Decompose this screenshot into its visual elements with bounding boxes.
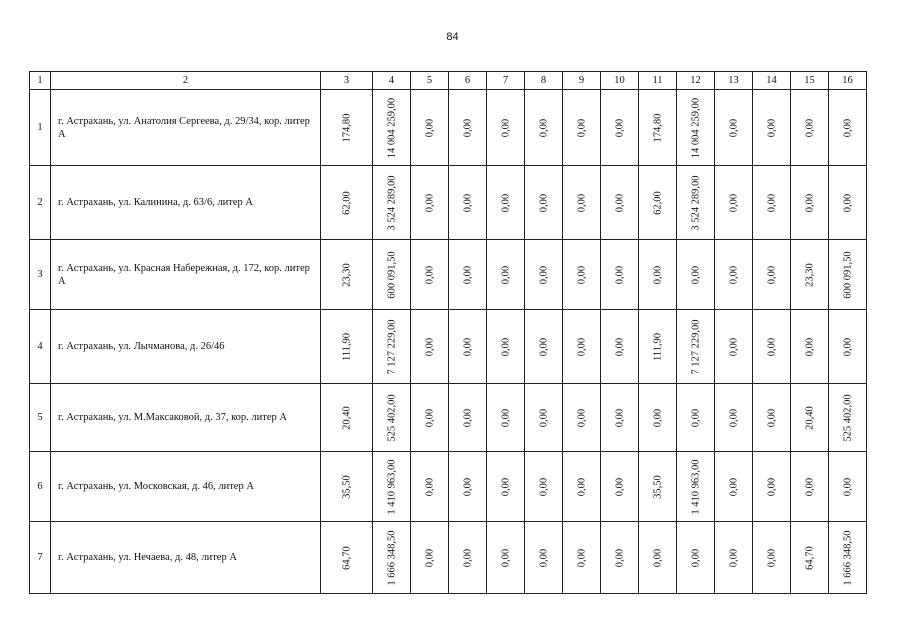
- value-text: 0,00: [728, 337, 739, 356]
- value-cell: [449, 90, 487, 166]
- value-text: 0,00: [614, 265, 625, 284]
- value-text: 111,90: [341, 332, 352, 361]
- value-text: 0,00: [728, 118, 739, 137]
- value-cell: [449, 384, 487, 452]
- value-cell: [321, 384, 373, 452]
- value-cell: [525, 452, 563, 522]
- value-text: 0,00: [424, 265, 435, 284]
- value-cell: [373, 384, 411, 452]
- value-cell: [411, 166, 449, 240]
- value-cell: [411, 310, 449, 384]
- value-cell: [753, 166, 791, 240]
- value-text: 0,00: [462, 337, 473, 356]
- value-cell: [639, 166, 677, 240]
- value-cell: [791, 452, 829, 522]
- table-row: [30, 522, 867, 594]
- value-cell: [321, 310, 373, 384]
- table-row: [30, 310, 867, 384]
- value-text: 0,00: [614, 477, 625, 496]
- value-text: 0,00: [462, 548, 473, 567]
- value-cell: [639, 384, 677, 452]
- value-cell: [563, 166, 601, 240]
- value-text: 0,00: [576, 193, 587, 212]
- value-text: 20,40: [804, 405, 815, 430]
- value-cell: [829, 452, 867, 522]
- value-text: 23,30: [804, 262, 815, 287]
- column-header: 4: [373, 72, 411, 90]
- value-cell: [563, 522, 601, 594]
- value-cell: [753, 310, 791, 384]
- value-cell: [753, 384, 791, 452]
- table-row: [30, 452, 867, 522]
- value-cell: [487, 384, 525, 452]
- value-cell: [677, 522, 715, 594]
- value-cell: [791, 90, 829, 166]
- value-text: 0,00: [804, 118, 815, 137]
- value-text: 0,00: [728, 265, 739, 284]
- value-text: 0,00: [766, 477, 777, 496]
- value-cell: [411, 384, 449, 452]
- address-cell: г. Астрахань, ул. Красная Набережная, д. 172, кор. литер А: [51, 240, 321, 310]
- value-cell: [601, 452, 639, 522]
- value-cell: [715, 522, 753, 594]
- value-text: 0,00: [690, 265, 701, 284]
- value-text: 600 091,50: [842, 250, 853, 299]
- value-cell: [639, 310, 677, 384]
- value-cell: [373, 310, 411, 384]
- column-header: 1: [30, 72, 51, 90]
- value-cell: [525, 522, 563, 594]
- column-header: 11: [639, 72, 677, 90]
- value-cell: [715, 384, 753, 452]
- value-cell: [487, 166, 525, 240]
- value-cell: [487, 90, 525, 166]
- value-cell: [639, 90, 677, 166]
- value-text: 1 410 963,00: [386, 458, 397, 515]
- value-cell: [373, 522, 411, 594]
- address-cell: г. Астрахань, ул. Калинина, д. 63/6, литер А: [51, 166, 321, 240]
- value-cell: [601, 384, 639, 452]
- value-cell: [321, 452, 373, 522]
- value-text: 0,00: [576, 477, 587, 496]
- value-text: 23,30: [341, 262, 352, 287]
- value-cell: [411, 90, 449, 166]
- table-row: [30, 90, 867, 166]
- value-cell: [321, 166, 373, 240]
- value-text: 0,00: [576, 265, 587, 284]
- value-cell: [677, 310, 715, 384]
- value-text: 20,40: [341, 405, 352, 430]
- value-text: 525 402,00: [842, 393, 853, 442]
- value-text: 0,00: [538, 548, 549, 567]
- value-cell: [639, 522, 677, 594]
- value-text: 0,00: [766, 337, 777, 356]
- value-text: 64,70: [804, 545, 815, 570]
- value-cell: [525, 384, 563, 452]
- value-text: 0,00: [576, 118, 587, 137]
- value-cell: [449, 310, 487, 384]
- column-header: 7: [487, 72, 525, 90]
- address-cell: г. Астрахань, ул. Лычманова, д. 26/46: [51, 310, 321, 384]
- value-cell: [791, 310, 829, 384]
- value-cell: [525, 310, 563, 384]
- value-cell: [677, 452, 715, 522]
- value-text: 0,00: [842, 193, 853, 212]
- value-cell: [487, 452, 525, 522]
- value-cell: [677, 240, 715, 310]
- value-cell: [411, 452, 449, 522]
- value-text: 0,00: [614, 548, 625, 567]
- column-header: 14: [753, 72, 791, 90]
- address-cell: г. Астрахань, ул. Анатолия Сергеева, д. 29/34, кор. литер А: [51, 90, 321, 166]
- value-text: 0,00: [766, 265, 777, 284]
- value-cell: [601, 90, 639, 166]
- value-cell: [791, 240, 829, 310]
- value-text: 0,00: [614, 118, 625, 137]
- value-text: 35,50: [652, 474, 663, 499]
- value-text: 14 004 259,00: [386, 97, 397, 158]
- column-header: 10: [601, 72, 639, 90]
- value-cell: [677, 90, 715, 166]
- column-header: 16: [829, 72, 867, 90]
- value-cell: [373, 166, 411, 240]
- value-text: 0,00: [424, 477, 435, 496]
- value-cell: [639, 240, 677, 310]
- value-text: 0,00: [500, 548, 511, 567]
- row-number: 2: [30, 166, 51, 240]
- value-text: 0,00: [576, 408, 587, 427]
- value-text: 0,00: [614, 193, 625, 212]
- value-text: 0,00: [690, 408, 701, 427]
- column-header: 15: [791, 72, 829, 90]
- value-cell: [829, 384, 867, 452]
- column-header: 5: [411, 72, 449, 90]
- value-text: 1 410 963,00: [690, 458, 701, 515]
- value-text: 0,00: [462, 265, 473, 284]
- value-text: 0,00: [424, 548, 435, 567]
- column-header: 13: [715, 72, 753, 90]
- value-cell: [487, 522, 525, 594]
- value-cell: [563, 90, 601, 166]
- value-text: 0,00: [576, 337, 587, 356]
- column-header: 3: [321, 72, 373, 90]
- value-cell: [563, 310, 601, 384]
- value-text: 0,00: [462, 193, 473, 212]
- value-text: 0,00: [576, 548, 587, 567]
- value-text: 0,00: [538, 265, 549, 284]
- column-header: 12: [677, 72, 715, 90]
- value-cell: [563, 452, 601, 522]
- value-text: 0,00: [652, 548, 663, 567]
- value-text: 0,00: [766, 408, 777, 427]
- table-row: [30, 384, 867, 452]
- value-cell: [487, 240, 525, 310]
- column-header: 9: [563, 72, 601, 90]
- value-text: 14 004 259,00: [690, 97, 701, 158]
- value-text: 3 524 289,00: [690, 174, 701, 231]
- value-text: 0,00: [538, 193, 549, 212]
- value-text: 7 127 229,00: [386, 318, 397, 375]
- address-cell: г. Астрахань, ул. Нечаева, д. 48, литер А: [51, 522, 321, 594]
- value-cell: [373, 240, 411, 310]
- value-text: 0,00: [500, 477, 511, 496]
- value-cell: [829, 90, 867, 166]
- value-text: 0,00: [500, 118, 511, 137]
- value-text: 0,00: [804, 337, 815, 356]
- value-cell: [321, 240, 373, 310]
- value-cell: [677, 166, 715, 240]
- value-text: 0,00: [728, 477, 739, 496]
- value-text: 600 091,50: [386, 250, 397, 299]
- value-text: 0,00: [766, 193, 777, 212]
- page-number: 84: [446, 31, 459, 43]
- value-cell: [753, 90, 791, 166]
- row-number: 1: [30, 90, 51, 166]
- value-cell: [601, 522, 639, 594]
- value-text: 64,70: [341, 545, 352, 570]
- value-text: 0,00: [538, 477, 549, 496]
- value-cell: [829, 310, 867, 384]
- value-cell: [525, 166, 563, 240]
- value-text: 0,00: [424, 118, 435, 137]
- value-text: 0,00: [766, 548, 777, 567]
- value-text: 0,00: [462, 477, 473, 496]
- value-text: 62,00: [341, 190, 352, 215]
- row-number: 3: [30, 240, 51, 310]
- value-cell: [601, 240, 639, 310]
- value-text: 0,00: [500, 265, 511, 284]
- value-text: 525 402,00: [386, 393, 397, 442]
- row-number: 7: [30, 522, 51, 594]
- value-text: 0,00: [424, 193, 435, 212]
- value-cell: [791, 384, 829, 452]
- value-text: 0,00: [500, 337, 511, 356]
- value-text: 1 666 348,50: [842, 529, 853, 586]
- value-cell: [829, 240, 867, 310]
- value-text: 111,90: [652, 332, 663, 361]
- value-text: 0,00: [842, 477, 853, 496]
- value-cell: [411, 240, 449, 310]
- value-text: 0,00: [804, 477, 815, 496]
- value-text: 0,00: [614, 408, 625, 427]
- header-row: [30, 72, 867, 90]
- value-cell: [411, 522, 449, 594]
- value-text: 7 127 229,00: [690, 318, 701, 375]
- value-cell: [525, 90, 563, 166]
- value-text: 35,50: [341, 474, 352, 499]
- value-text: 174,80: [652, 113, 663, 142]
- value-cell: [449, 166, 487, 240]
- value-text: 0,00: [804, 193, 815, 212]
- value-cell: [525, 240, 563, 310]
- value-cell: [829, 522, 867, 594]
- value-cell: [601, 310, 639, 384]
- value-cell: [791, 522, 829, 594]
- value-cell: [715, 240, 753, 310]
- value-text: 0,00: [462, 118, 473, 137]
- value-text: 0,00: [728, 548, 739, 567]
- address-cell: г. Астрахань, ул. М.Максаковой, д. 37, кор. литер А: [51, 384, 321, 452]
- value-text: 0,00: [842, 118, 853, 137]
- value-text: 0,00: [500, 193, 511, 212]
- value-text: 0,00: [728, 193, 739, 212]
- value-cell: [791, 166, 829, 240]
- value-text: 0,00: [728, 408, 739, 427]
- value-cell: [715, 166, 753, 240]
- value-cell: [373, 452, 411, 522]
- value-text: 0,00: [766, 118, 777, 137]
- value-cell: [321, 90, 373, 166]
- value-cell: [753, 522, 791, 594]
- value-cell: [677, 384, 715, 452]
- address-cell: г. Астрахань, ул. Московская, д. 46, литер А: [51, 452, 321, 522]
- value-cell: [829, 166, 867, 240]
- value-cell: [639, 452, 677, 522]
- row-number: 6: [30, 452, 51, 522]
- value-text: 0,00: [652, 408, 663, 427]
- value-cell: [601, 166, 639, 240]
- value-cell: [563, 384, 601, 452]
- value-cell: [321, 522, 373, 594]
- value-cell: [715, 452, 753, 522]
- value-text: 1 666 348,50: [386, 529, 397, 586]
- register-table: [29, 71, 867, 594]
- column-header: 6: [449, 72, 487, 90]
- value-text: 0,00: [424, 337, 435, 356]
- value-text: 3 524 289,00: [386, 174, 397, 231]
- value-cell: [449, 452, 487, 522]
- row-number: 4: [30, 310, 51, 384]
- value-cell: [715, 310, 753, 384]
- value-text: 174,80: [341, 113, 352, 142]
- row-number: 5: [30, 384, 51, 452]
- column-header: 2: [51, 72, 321, 90]
- value-text: 0,00: [462, 408, 473, 427]
- value-text: 0,00: [842, 337, 853, 356]
- value-text: 0,00: [538, 337, 549, 356]
- value-text: 0,00: [424, 408, 435, 427]
- value-cell: [449, 240, 487, 310]
- value-cell: [563, 240, 601, 310]
- value-text: 62,00: [652, 190, 663, 215]
- value-text: 0,00: [500, 408, 511, 427]
- table-row: [30, 166, 867, 240]
- value-cell: [753, 240, 791, 310]
- table-row: [30, 240, 867, 310]
- value-text: 0,00: [652, 265, 663, 284]
- value-cell: [373, 90, 411, 166]
- value-cell: [715, 90, 753, 166]
- value-cell: [449, 522, 487, 594]
- value-cell: [753, 452, 791, 522]
- value-text: 0,00: [538, 118, 549, 137]
- value-text: 0,00: [690, 548, 701, 567]
- column-header: 8: [525, 72, 563, 90]
- value-cell: [487, 310, 525, 384]
- value-text: 0,00: [538, 408, 549, 427]
- value-text: 0,00: [614, 337, 625, 356]
